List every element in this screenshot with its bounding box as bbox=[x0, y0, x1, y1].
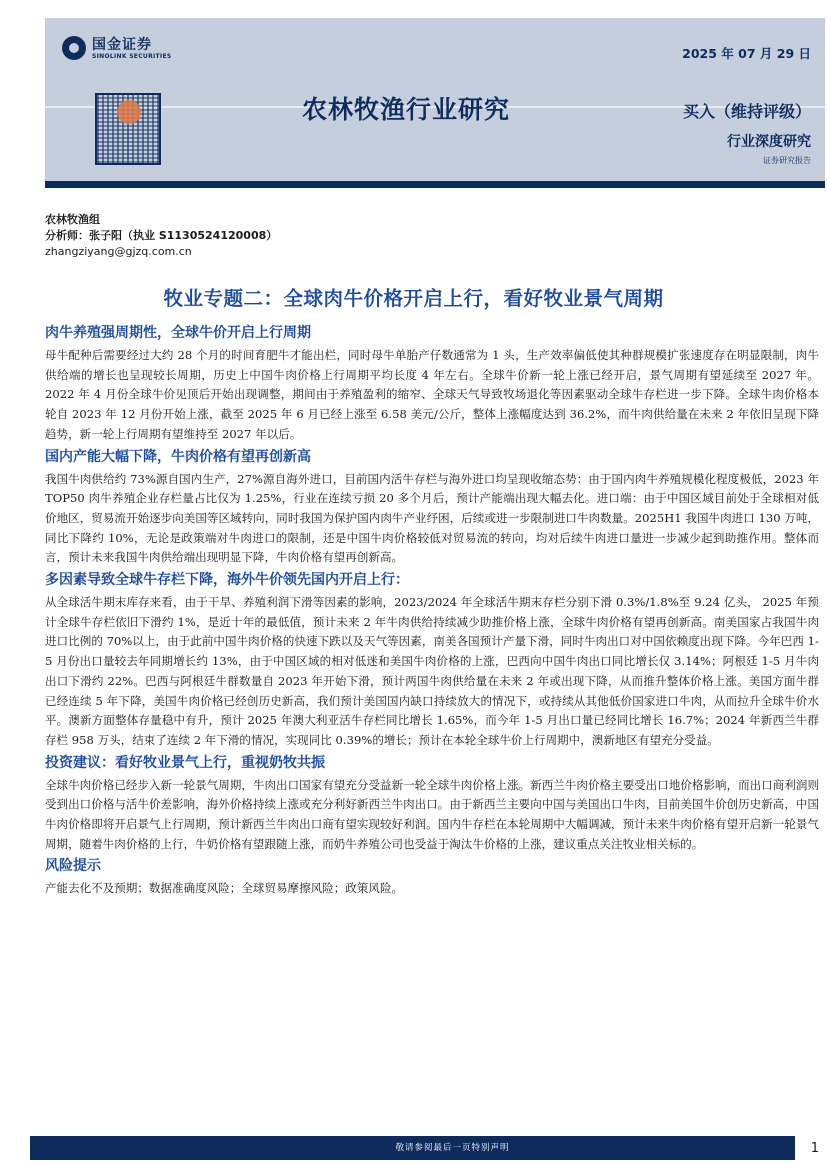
report-date: 2025 年 07 月 29 日 bbox=[682, 46, 811, 61]
section-heading: 肉牛养殖强周期性，全球牛价开启上行周期 bbox=[45, 325, 311, 341]
qr-center-stamp-icon bbox=[117, 100, 141, 124]
section-paragraph: 母牛配种后需要经过大约 28 个月的时间育肥牛才能出栏，同时母牛单胎产仔数通常为 1 头，生产效率偏低使其种群规模扩张速度存在明显限制，肉牛供给端的增长也呈现较长周期，历史上中国牛肉价格上行周期平均长度 4 年左右。全球牛价新一轮上涨已经开启，景气周期有望延续至 2027 年。2022 年 4 月份全球牛价见顶后开始出现调整，期间由于养殖盈利的缩窄、全球天气导致牧场退化等因素驱动全球牛存栏进一步下降。全球牛肉价格本轮自 2023 年 12 月份开始上涨，截至 2025 年 6 月已经上涨至 6.58 美元/公斤，整体上涨幅度达到 36.2%，而牛肉供给量在未来 2 年依旧呈现下降趋势，新一轮上行周期有望维持至 2027 年以后。 bbox=[45, 348, 819, 441]
section-heading: 投资建议：看好牧业景气上行，重视奶牧共振 bbox=[45, 754, 325, 771]
sector-title: 农林牧渔行业研究 bbox=[302, 95, 511, 124]
section-heading: 多因素导致全球牛存栏下降，海外牛价领先国内开启上行： bbox=[45, 572, 409, 589]
section-heading: 国内产能大幅下降，牛肉价格有望再创新高 bbox=[45, 448, 311, 465]
report-subtype: 证券研究报告 bbox=[763, 156, 811, 165]
page-footer bbox=[30, 1136, 795, 1160]
logo-chinese-name: 国金证券 bbox=[92, 36, 152, 53]
report-type: 行业深度研究 bbox=[727, 134, 811, 150]
section-paragraph: 从全球活牛期末库存来看，由于干旱、养殖利润下滑等因素的影响，2023/2024 年全球活牛期末存栏分别下滑 0.3%/1.8%至 9.24 亿头， 2025 年预计全球牛存栏依旧下滑约 1%，是近十年的最低值，预计未来 2 年牛肉供给持续减少助推价格上涨，全球牛肉价格有望再创新高。南美国家占我国牛肉进口比例的 70%以上，由于此前中国牛肉价格的快速下跌以及天气等因素，南美各国预计产量下滑，同时牛肉出口对中国依赖度出现下降。今年巴西 1-5 月份出口量较去年同期增长约 13%，由于中国区域的相对低迷和美国牛肉价格的上涨，巴西向中国牛肉出口同比增长仅 3.14%；阿根廷 1-5 月牛肉出口下滑约 22%。巴西与阿根廷牛群数量自 2023 年开始下滑，预计两国牛肉供给量在未来 2 年或出现下降，从而推升整体价格上涨。美国方面牛群已经连续 5 年下降，美国牛肉价格已经创历史新高，我们预计美国国内缺口持续放大的情况下，或持续从其他低价国家进口牛肉，从而拉升全球牛价水平。澳新方面整体存量稳中有升，预计 2025 年澳大利亚活牛存栏同比增长 1.65%，而今年 1-5 月出口量已经同比增长 16.7%；2024 年新西兰牛群存栏 958 万头，结束了连续 2 年下滑的情况，实现同比 0.39%的增长；预计在本轮全球牛价上行周期中，澳新地区有望充分受益。 bbox=[45, 595, 819, 747]
company-logo bbox=[62, 36, 171, 60]
logo-english-name: SINOLINK SECURITIES bbox=[92, 52, 172, 60]
header-bottom-bar bbox=[45, 181, 825, 188]
analyst-block bbox=[45, 212, 277, 260]
section-paragraph: 产能去化不及预期；数据准确度风险；全球贸易摩擦风险；政策风险。 bbox=[45, 881, 404, 896]
page-title: 牧业专题二：全球肉牛价格开启上行，看好牧业景气周期 bbox=[163, 287, 664, 310]
analyst-group: 农林牧渔组 bbox=[45, 213, 100, 226]
logo-mark-icon bbox=[62, 36, 86, 60]
section-heading: 风险提示 bbox=[45, 858, 101, 875]
report-body bbox=[45, 324, 819, 902]
rating-badge: 买入（维持评级） bbox=[682, 102, 811, 121]
footer-disclaimer-link[interactable]: 敬请参阅最后一页特别声明 bbox=[395, 1143, 510, 1153]
page-number: 1 bbox=[810, 1141, 819, 1156]
section-paragraph: 我国牛肉供给约 73%源自国内生产，27%源自海外进口，目前国内活牛存栏与海外进口均呈现收缩态势：由于国内肉牛养殖规模化程度极低，2023 年 TOP50 肉牛养殖企业存栏量占比仅为 1.25%，行业在连续亏损 20 多个月后，预计产能端出现大幅去化。进口端：由于中国区域目前处于全球相对低价地区，贸易流开始逐步向美国等区域转向，同时我国为保护国内肉牛产业纾困，后续或进一步限制进口牛肉数量。2025H1 我国牛肉进口 130 万吨，同比下降约 10%，无论是政策端对牛肉进口的限制，还是中国牛肉价格较低对贸易流的转向，均对后续牛肉进口量进一步减少起到助推作用。整体而言，预计未来我国牛肉供给端出现明显下降，牛肉价格有望再创新高。 bbox=[45, 471, 819, 565]
section-paragraph: 全球牛肉价格已经步入新一轮景气周期，牛肉出口国家有望充分受益新一轮全球牛肉价格上涨。新西兰牛肉价格主要受出口地价格影响，而出口商利润则受到出口价格与活牛价差影响，海外价格持续上涨或充分利好新西兰牛肉出口。由于新西兰主要向中国与美国出口牛肉，目前美国牛价创历史新高，中国牛肉价格即将开启景气上行周期，预计新西兰牛肉出口商有望实现较好利润。国内牛存栏在本轮周期中大幅调减，预计未来牛肉价格有望开启新一轮景气周期，随着牛肉价格的上行，牛奶价格有望跟随上涨，而奶牛养殖公司也受益于淘汰牛价格的上涨，建议重点关注牧业相关标的。 bbox=[45, 777, 819, 851]
analyst-email[interactable]: zhangziyang@gjzq.com.cn bbox=[45, 245, 192, 258]
analyst-name: 分析师：张子阳（执业 S1130524120008） bbox=[45, 229, 278, 242]
